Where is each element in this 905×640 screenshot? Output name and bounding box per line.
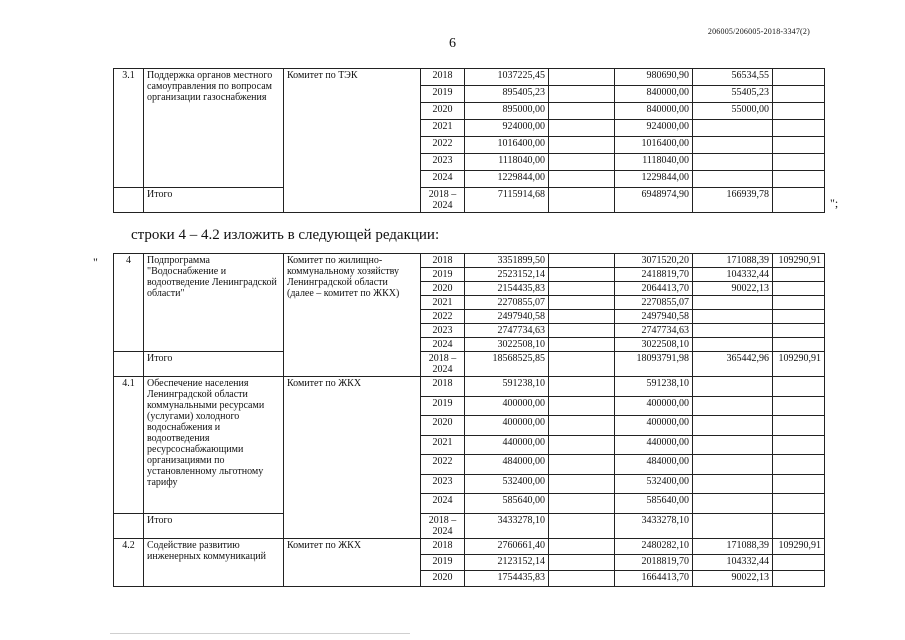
other-sources-cell [773,171,825,188]
regional-budget-cell: 2270855,07 [615,296,693,310]
other-sources-cell [773,154,825,171]
total-cell: 1754435,83 [465,570,549,586]
total-cell: 532400,00 [465,474,549,494]
local-budget-cell: 90022,13 [693,282,773,296]
value-cell [549,188,615,213]
local-budget-cell: 55405,23 [693,86,773,103]
local-budget-cell [693,435,773,455]
other-sources-cell [773,69,825,86]
row-number: 4.2 [114,538,144,586]
total-cell: 924000,00 [465,120,549,137]
period-cell: 2018 – 2024 [421,352,465,377]
other-sources-cell [773,137,825,154]
amendment-instruction: строки 4 – 4.2 изложить в следующей редакции: [131,227,440,243]
year-cell: 2019 [421,268,465,282]
regional-budget-cell: 2064413,70 [615,282,693,296]
value-cell [549,338,615,352]
activity-name: Содействие развитию инженерных коммуникаций [144,538,284,586]
total-cell: 7115914,68 [465,188,549,213]
row-number: 4 [114,254,144,352]
value-cell [549,455,615,475]
regional-budget-cell: 3433278,10 [615,513,693,538]
regional-budget-cell: 2018819,70 [615,554,693,570]
regional-budget-cell: 840000,00 [615,103,693,120]
total-cell: 591238,10 [465,377,549,397]
regional-budget-cell: 2418819,70 [615,268,693,282]
period-cell: 2018 – 2024 [421,188,465,213]
other-sources-cell [773,513,825,538]
year-cell: 2020 [421,570,465,586]
total-cell: 2497940,58 [465,310,549,324]
value-cell [549,137,615,154]
regional-budget-cell: 585640,00 [615,494,693,514]
year-cell: 2021 [421,296,465,310]
local-budget-cell [693,137,773,154]
value-cell [549,554,615,570]
year-cell: 2020 [421,416,465,436]
local-budget-cell [693,377,773,397]
total-cell: 2747734,63 [465,324,549,338]
year-cell: 2024 [421,338,465,352]
table-row [114,538,825,554]
table-row [114,377,825,397]
local-budget-cell [693,154,773,171]
value-cell [549,396,615,416]
year-cell: 2022 [421,455,465,475]
total-cell: 440000,00 [465,435,549,455]
local-budget-cell [693,396,773,416]
total-cell: 895405,23 [465,86,549,103]
total-cell: 2123152,14 [465,554,549,570]
local-budget-cell: 171088,39 [693,538,773,554]
table-row-3-1 [113,68,825,213]
executor: Комитет по ТЭК [284,69,421,213]
other-sources-cell [773,268,825,282]
closing-quote: "; [830,196,839,210]
year-cell: 2018 [421,69,465,86]
total-cell: 400000,00 [465,396,549,416]
year-cell: 2018 [421,538,465,554]
activity-name: Обеспечение населения Ленинградской области коммунальными ресурсами (услугами) холодного водоснабжения и водоотведения ресурсоснабжающими организациями по установленному льготному тарифу [144,377,284,514]
other-sources-cell [773,377,825,397]
table-rows-4-4-2 [113,253,825,587]
local-budget-cell [693,171,773,188]
year-cell: 2020 [421,282,465,296]
value-cell [549,377,615,397]
row-number: 3.1 [114,69,144,188]
regional-budget-cell: 1229844,00 [615,171,693,188]
total-cell: 2154435,83 [465,282,549,296]
value-cell [549,310,615,324]
blank-cell [114,352,144,377]
value-cell [549,538,615,554]
executor: Комитет по ЖКХ [284,377,421,539]
year-cell: 2024 [421,494,465,514]
table-row [114,254,825,268]
year-cell: 2022 [421,310,465,324]
total-label: Итого [144,188,284,213]
local-budget-cell [693,296,773,310]
other-sources-cell: 109290,91 [773,254,825,268]
local-budget-cell: 55000,00 [693,103,773,120]
year-cell: 2021 [421,435,465,455]
other-sources-cell [773,120,825,137]
other-sources-cell [773,338,825,352]
value-cell [549,171,615,188]
value-cell [549,154,615,171]
value-cell [549,103,615,120]
other-sources-cell [773,282,825,296]
blank-cell [114,513,144,538]
local-budget-cell: 56534,55 [693,69,773,86]
total-cell: 585640,00 [465,494,549,514]
regional-budget-cell: 484000,00 [615,455,693,475]
value-cell [549,296,615,310]
regional-budget-cell: 924000,00 [615,120,693,137]
regional-budget-cell: 400000,00 [615,396,693,416]
value-cell [549,416,615,436]
local-budget-cell [693,324,773,338]
row-number: 4.1 [114,377,144,514]
local-budget-cell [693,338,773,352]
local-budget-cell [693,494,773,514]
local-budget-cell: 171088,39 [693,254,773,268]
other-sources-cell [773,296,825,310]
total-cell: 3022508,10 [465,338,549,352]
value-cell [549,474,615,494]
total-cell: 3351899,50 [465,254,549,268]
year-cell: 2023 [421,154,465,171]
table-row [114,69,825,86]
value-cell [549,69,615,86]
value-cell [549,570,615,586]
local-budget-cell: 90022,13 [693,570,773,586]
total-cell: 1229844,00 [465,171,549,188]
scan-artifact [110,633,410,634]
year-cell: 2018 [421,254,465,268]
regional-budget-cell: 1118040,00 [615,154,693,171]
executor: Комитет по жилищно-коммунальному хозяйству Ленинградской области (далее – комитет по ЖКХ) [284,254,421,377]
value-cell [549,494,615,514]
local-budget-cell [693,513,773,538]
value-cell [549,513,615,538]
year-cell: 2022 [421,137,465,154]
value-cell [549,120,615,137]
local-budget-cell: 104332,44 [693,268,773,282]
local-budget-cell [693,455,773,475]
local-budget-cell: 104332,44 [693,554,773,570]
value-cell [549,352,615,377]
regional-budget-cell: 1016400,00 [615,137,693,154]
regional-budget-cell: 1664413,70 [615,570,693,586]
local-budget-cell [693,310,773,324]
regional-budget-cell: 3071520,20 [615,254,693,268]
other-sources-cell [773,416,825,436]
activity-name: Подпрограмма "Водоснабжение и водоотведение Ленинградской области" [144,254,284,352]
regional-budget-cell: 591238,10 [615,377,693,397]
total-cell: 2760661,40 [465,538,549,554]
total-row [114,352,825,377]
regional-budget-cell: 18093791,98 [615,352,693,377]
total-cell: 895000,00 [465,103,549,120]
opening-quote: " [93,255,98,269]
activity-name: Поддержка органов местного самоуправления по вопросам организации газоснабжения [144,69,284,188]
local-budget-cell [693,416,773,436]
value-cell [549,435,615,455]
total-label: Итого [144,352,284,377]
total-cell: 400000,00 [465,416,549,436]
regional-budget-cell: 3022508,10 [615,338,693,352]
other-sources-cell [773,474,825,494]
regional-budget-cell: 440000,00 [615,435,693,455]
other-sources-cell [773,396,825,416]
regional-budget-cell: 2497940,58 [615,310,693,324]
value-cell [549,282,615,296]
local-budget-cell [693,120,773,137]
total-row [114,513,825,538]
value-cell [549,86,615,103]
total-cell: 18568525,85 [465,352,549,377]
year-cell: 2018 [421,377,465,397]
document-id: 206005/206005-2018-3347(2) [707,27,810,36]
year-cell: 2021 [421,120,465,137]
value-cell [549,254,615,268]
total-cell: 1118040,00 [465,154,549,171]
other-sources-cell [773,324,825,338]
regional-budget-cell: 2747734,63 [615,324,693,338]
total-cell: 2523152,14 [465,268,549,282]
other-sources-cell [773,455,825,475]
year-cell: 2024 [421,171,465,188]
page-number: 6 [449,36,456,51]
year-cell: 2020 [421,103,465,120]
total-cell: 1037225,45 [465,69,549,86]
other-sources-cell [773,188,825,213]
period-cell: 2018 – 2024 [421,513,465,538]
local-budget-cell [693,474,773,494]
total-cell: 3433278,10 [465,513,549,538]
year-cell: 2023 [421,474,465,494]
blank-cell [114,188,144,213]
value-cell [549,324,615,338]
other-sources-cell: 109290,91 [773,538,825,554]
year-cell: 2019 [421,396,465,416]
other-sources-cell [773,570,825,586]
total-cell: 1016400,00 [465,137,549,154]
value-cell [549,268,615,282]
year-cell: 2023 [421,324,465,338]
regional-budget-cell: 400000,00 [615,416,693,436]
regional-budget-cell: 532400,00 [615,474,693,494]
other-sources-cell [773,494,825,514]
total-row [114,188,825,213]
other-sources-cell [773,86,825,103]
regional-budget-cell: 6948974,90 [615,188,693,213]
regional-budget-cell: 2480282,10 [615,538,693,554]
total-label: Итого [144,513,284,538]
local-budget-cell: 365442,96 [693,352,773,377]
other-sources-cell [773,310,825,324]
year-cell: 2019 [421,86,465,103]
other-sources-cell [773,554,825,570]
year-cell: 2019 [421,554,465,570]
local-budget-cell: 166939,78 [693,188,773,213]
other-sources-cell [773,103,825,120]
regional-budget-cell: 840000,00 [615,86,693,103]
other-sources-cell: 109290,91 [773,352,825,377]
regional-budget-cell: 980690,90 [615,69,693,86]
other-sources-cell [773,435,825,455]
executor: Комитет по ЖКХ [284,538,421,586]
total-cell: 2270855,07 [465,296,549,310]
total-cell: 484000,00 [465,455,549,475]
